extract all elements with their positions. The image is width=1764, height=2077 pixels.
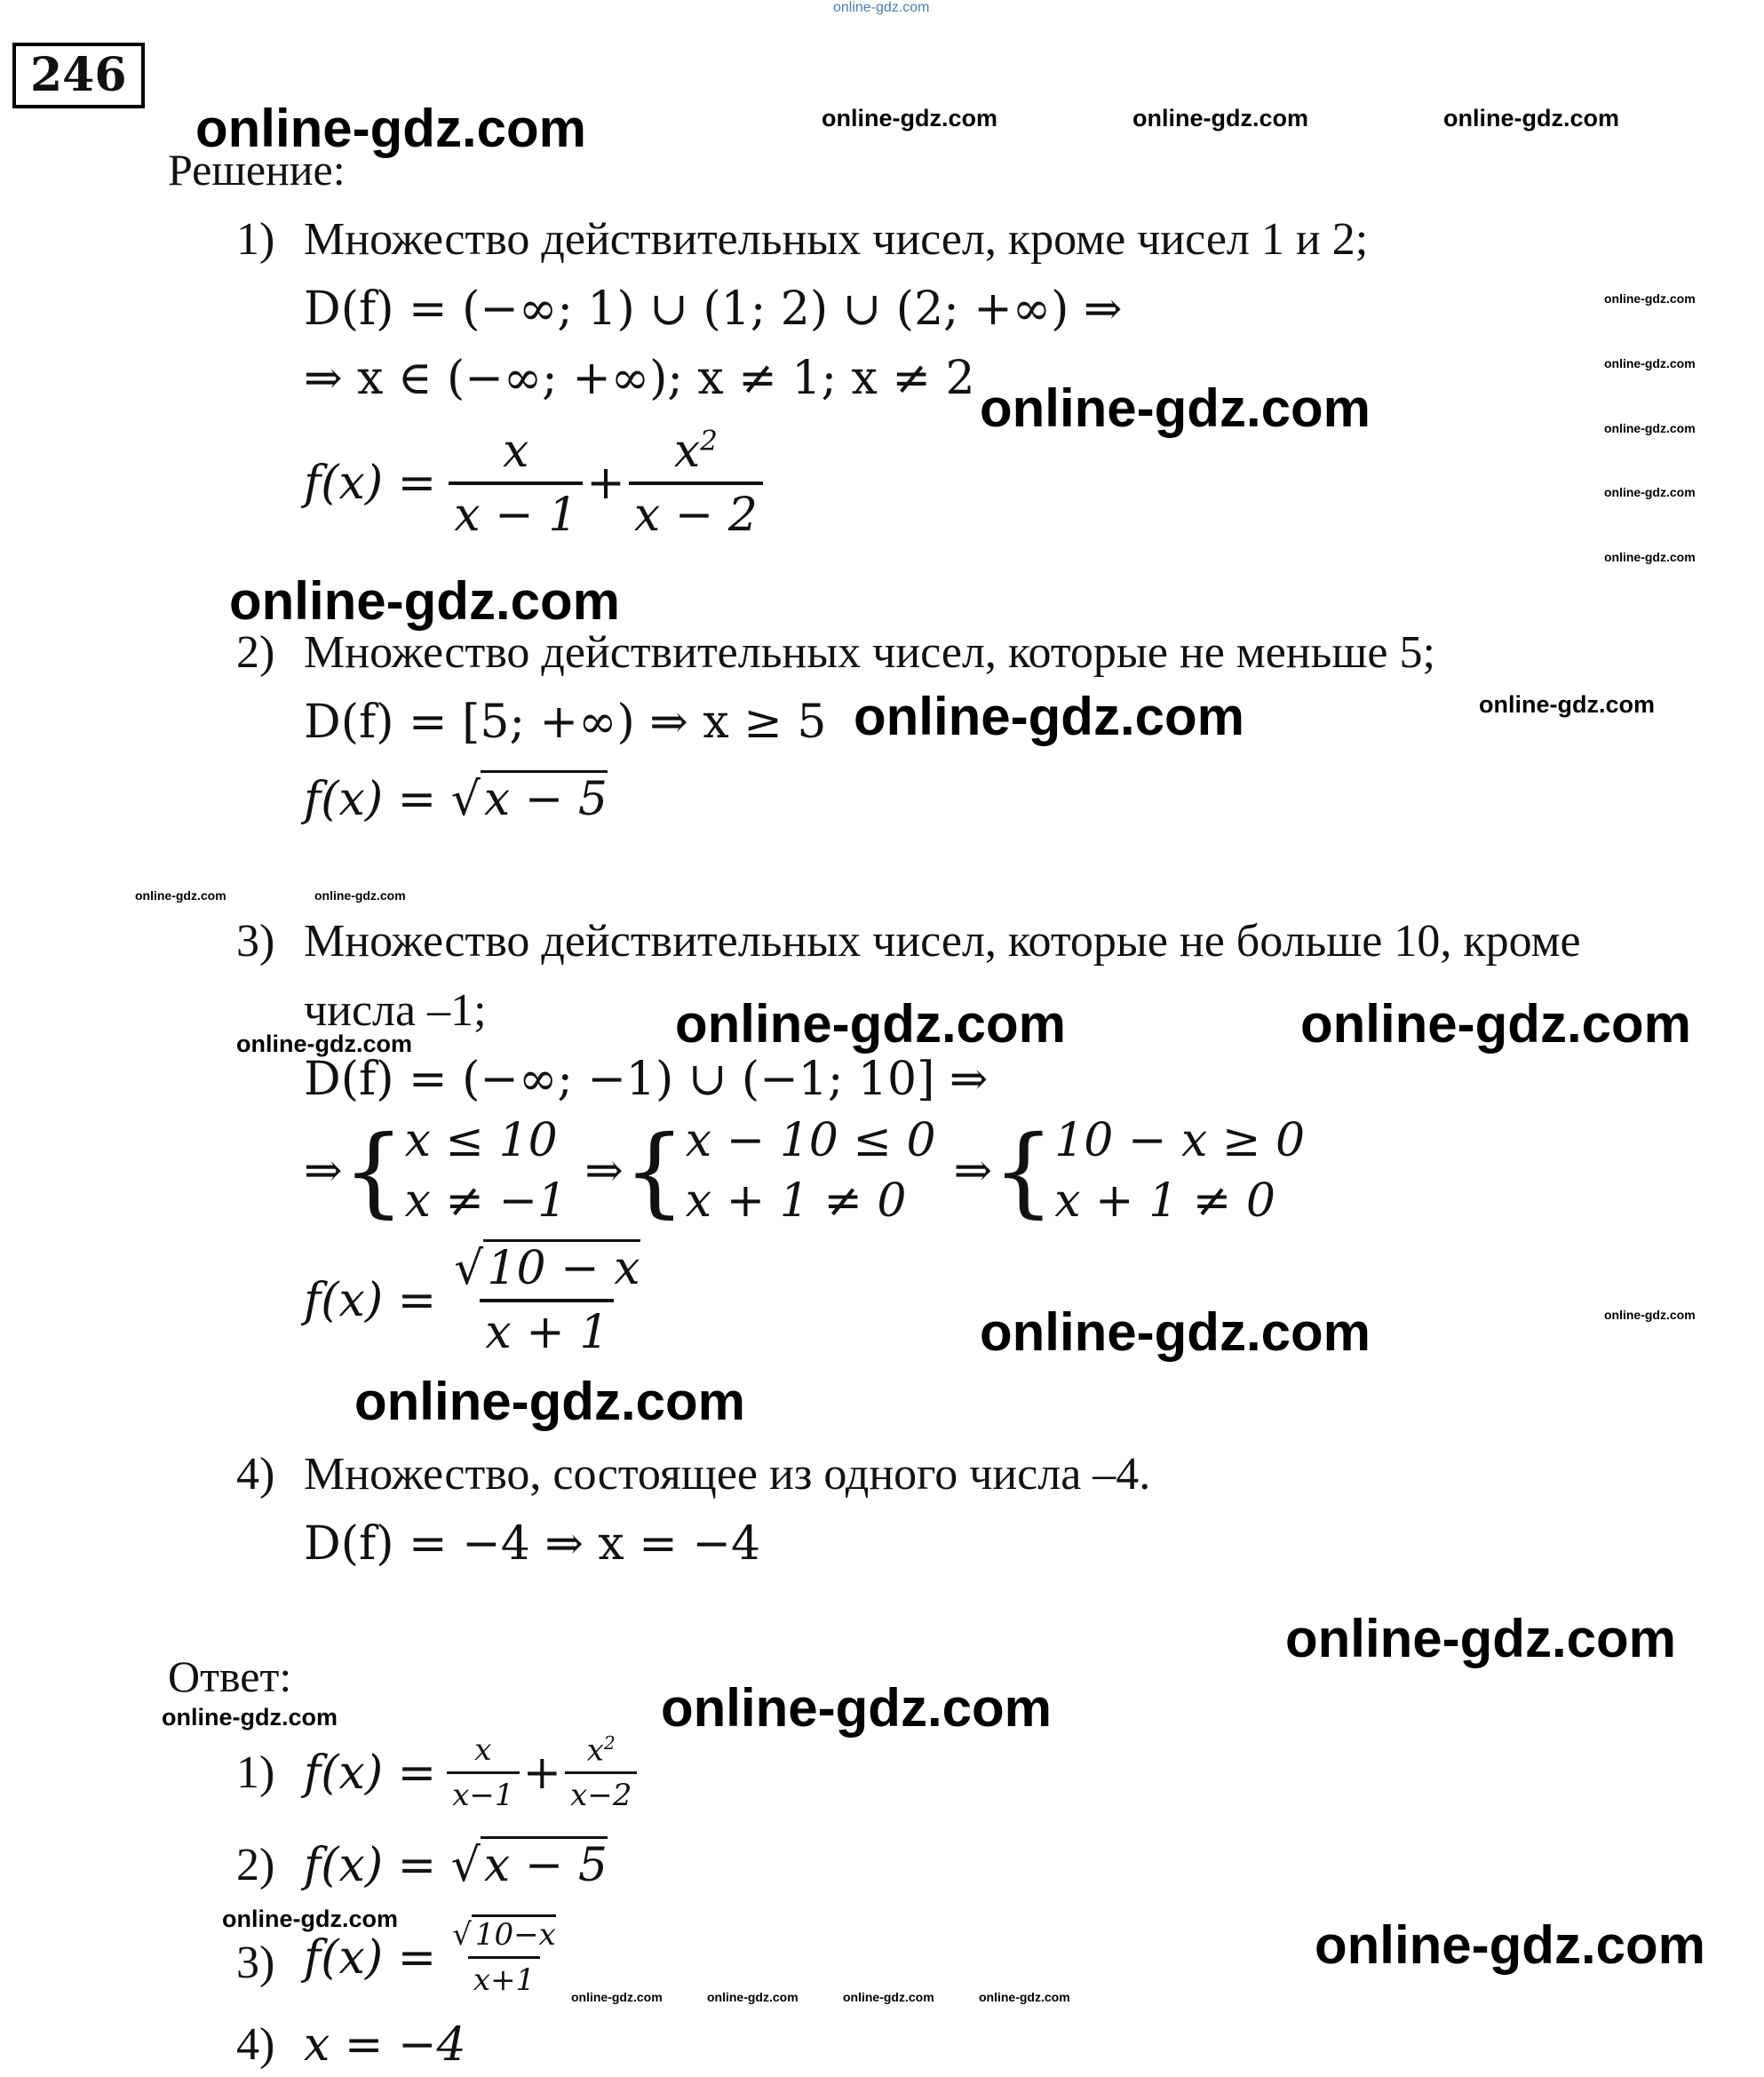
fraction <box>629 425 763 542</box>
answer-formula: x = −4 <box>304 2018 466 2072</box>
watermark: online-gdz.com <box>980 1302 1371 1362</box>
f-prefix: f(x) = <box>304 457 437 510</box>
exponent: 2 <box>700 425 718 458</box>
watermark: online-gdz.com <box>822 105 997 131</box>
brace: { <box>992 1114 1055 1228</box>
answer-formula <box>304 1917 565 1998</box>
numerator: x <box>474 1732 492 1769</box>
watermark: online-gdz.com <box>195 99 586 158</box>
domain-line: ⇒ x ∈ (−∞; +∞); x ≠ 1; x ≠ 2 <box>304 352 975 405</box>
watermark: online-gdz.com <box>707 1990 799 2004</box>
denominator: x−1 <box>447 1771 519 1813</box>
domain-line: D(f) = −4 ⇒ x = −4 <box>304 1517 761 1571</box>
f-prefix: f(x) = √ <box>304 1839 481 1892</box>
exponent: 2 <box>603 1732 616 1754</box>
watermark: online-gdz.com <box>1604 485 1696 499</box>
system-line: x ≤ 10 <box>404 1114 558 1167</box>
watermark: online-gdz.com <box>1285 1609 1676 1668</box>
system-line: 10 − x ≥ 0 <box>1054 1114 1306 1167</box>
radicand: 10 − x <box>483 1239 640 1295</box>
numerator: √ 10−x <box>447 1917 561 1956</box>
radicand: x − 5 <box>481 1836 608 1892</box>
watermark: online-gdz.com <box>1315 1915 1705 1975</box>
item-number: 1) <box>236 214 275 265</box>
answer-number: 1) <box>236 1747 275 1798</box>
watermark: online-gdz.com <box>1604 291 1696 306</box>
top-watermark: online-gdz.com <box>833 0 930 15</box>
implies-sign: ⇒ <box>304 1144 343 1198</box>
plus-sign: + <box>586 457 625 510</box>
fraction <box>565 1732 637 1813</box>
watermark: online-gdz.com <box>980 378 1371 438</box>
f-prefix: f(x) = <box>304 1274 437 1327</box>
numerator: $x^2$ <box>586 1732 616 1769</box>
watermark: online-gdz.com <box>1604 356 1696 370</box>
problem-number: 246 <box>12 43 145 108</box>
f-prefix: f(x) = <box>304 1746 437 1800</box>
watermark: online-gdz.com <box>1479 691 1655 718</box>
denominator: x−2 <box>565 1771 637 1813</box>
item-number: 3) <box>236 916 275 967</box>
item-text-continued: числа –1; <box>304 985 487 1036</box>
implies-sign: ⇒ <box>953 1144 993 1198</box>
answer-formula <box>304 1732 640 1813</box>
function-formula <box>304 1242 649 1359</box>
fraction <box>449 1242 645 1359</box>
watermark: online-gdz.com <box>1604 1308 1696 1322</box>
answer-number: 4) <box>236 2019 275 2070</box>
item-text: Множество действительных чисел, кроме чисел 1 и 2; <box>304 214 1369 265</box>
watermark: online-gdz.com <box>675 994 1066 1054</box>
watermark: online-gdz.com <box>571 1990 663 2004</box>
fraction <box>449 425 583 542</box>
answer-number: 2) <box>236 1840 275 1890</box>
denominator: x − 1 <box>449 481 583 542</box>
f-prefix: f(x) = <box>304 1930 437 1985</box>
system-line: x + 1 ≠ 0 <box>685 1174 907 1228</box>
denominator: x − 2 <box>629 481 763 542</box>
system <box>686 1110 936 1231</box>
watermark: online-gdz.com <box>1604 421 1696 435</box>
function-formula <box>304 773 608 826</box>
watermark: online-gdz.com <box>1443 105 1619 131</box>
domain-line: D(f) = (−∞; −1) ∪ (−1; 10] ⇒ <box>304 1053 989 1106</box>
watermark: online-gdz.com <box>1604 550 1696 564</box>
solution-heading: Решение: <box>168 145 346 195</box>
radicand: 10−x <box>472 1914 556 1953</box>
answer-formula <box>304 1839 608 1892</box>
system-chain <box>304 1110 1305 1231</box>
implies-sign: ⇒ <box>584 1144 624 1198</box>
system-line: x − 10 ≤ 0 <box>685 1114 936 1167</box>
watermark: online-gdz.com <box>162 1704 338 1731</box>
system-line: x + 1 ≠ 0 <box>1054 1174 1275 1228</box>
brace: { <box>342 1114 405 1228</box>
watermark: online-gdz.com <box>661 1678 1052 1738</box>
watermark: online-gdz.com <box>222 1906 398 1932</box>
fraction <box>447 1917 561 1998</box>
system-line: x ≠ −1 <box>404 1174 568 1228</box>
item-number: 2) <box>236 627 275 678</box>
watermark: online-gdz.com <box>354 1372 745 1431</box>
watermark: online-gdz.com <box>229 571 620 631</box>
fraction <box>447 1732 519 1813</box>
item-number: 4) <box>236 1449 275 1500</box>
numerator: $x^2$ <box>673 425 718 478</box>
watermark: online-gdz.com <box>843 1990 934 2004</box>
item-text: Множество действительных чисел, которые не меньше 5; <box>304 627 1435 678</box>
watermark: online-gdz.com <box>135 888 226 903</box>
watermark: online-gdz.com <box>1300 994 1691 1054</box>
domain-line: D(f) = (−∞; 1) ∪ (1; 2) ∪ (2; +∞) ⇒ <box>304 283 1123 336</box>
f-prefix: f(x) = √ <box>304 773 481 826</box>
watermark: online-gdz.com <box>979 1990 1070 2004</box>
denominator: x + 1 <box>480 1299 614 1359</box>
item-text: Множество, состоящее из одного числа –4. <box>304 1449 1151 1500</box>
watermark: online-gdz.com <box>1132 105 1308 131</box>
domain-line: D(f) = [5; +∞) ⇒ x ≥ 5 <box>304 696 827 749</box>
brace: { <box>623 1114 686 1228</box>
system <box>1054 1110 1305 1231</box>
plus-sign: + <box>522 1746 562 1800</box>
watermark: online-gdz.com <box>314 888 406 903</box>
numerator: √10 − x <box>449 1242 645 1299</box>
watermark: online-gdz.com <box>236 1031 412 1057</box>
answer-heading: Ответ: <box>168 1651 292 1701</box>
function-formula <box>304 425 767 542</box>
item-text: Множество действительных чисел, которые не больше 10, кроме <box>304 916 1581 967</box>
system <box>405 1110 568 1231</box>
denominator: x+1 <box>468 1956 540 1998</box>
answer-number: 3) <box>236 1938 275 1988</box>
radicand: x − 5 <box>481 770 608 826</box>
watermark: online-gdz.com <box>854 687 1244 746</box>
numerator: x <box>503 425 529 478</box>
